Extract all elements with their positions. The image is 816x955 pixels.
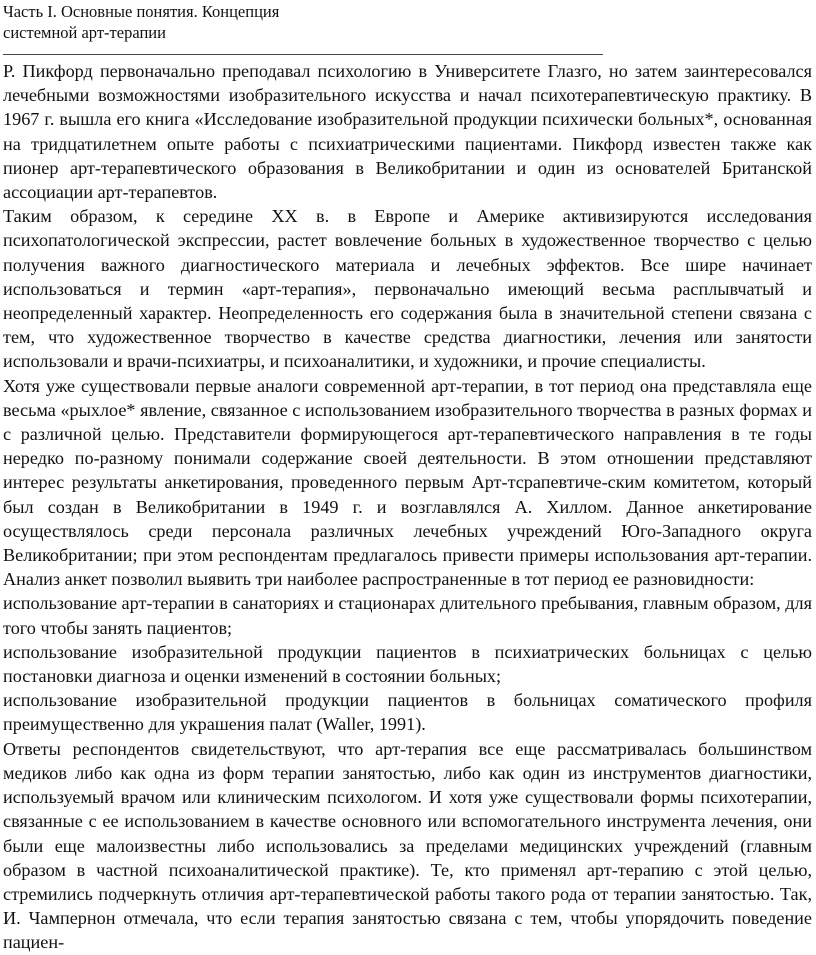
body-text — [3, 59, 812, 955]
list-item-sanatoria: использование арт-терапии в санаториях и стационарах длительного пребывания, главным образом, для того чтобы занять пациентов; — [3, 593, 812, 638]
document-page — [3, 0, 812, 955]
list-item-psychiatric: использование изобразительной продукции пациентов в психиатрических больницах с целью постановки диагноза и оценки изменений в состоянии больных; — [3, 641, 812, 687]
paragraph-survey: Хотя уже существовали первые аналоги современной арт-терапии, в тот период она представляла еще весьма «рыхлое* явление, связанное с использованием изобразительного творчества в разных формах и с различной целью. Представители формирующегося арт-терапевтического направления в те годы нередко по-разному понимали содержание своей деятельности. В этом отношении представляют интерес результаты анкетирования, проведенного первым Арт-тсрапевтиче-ским комитетом, который был создан в Великобритании в 1949 г. и возглавлялся А. Хиллом. Данное анкетирование осуществлялось среди персонала различных лечебных учреждений Юго-Западного округа Великобритании; при этом респондентам предлагалось привести примеры использования арт-терапии. Анализ анкет позволил выявить три наиболее распространенные в тот период ее разновидности: — [3, 375, 812, 590]
paragraph-pickford: Р. Пикфорд первоначально преподавал психологию в Университете Глазго, но затем заинтересовался лечебными возможностями изобразительного искусства и начал психотерапевтическую практику. В 1967 г. вышла его книга «Исследование изобразительной продукции психически больных*, основанная на тридцатилетнем опыте работы с психиатрическими пациентами. Пикфорд известен также как пионер арт-терапевтического образования в Великобритании и один из основателей Британской ассоциации арт-терапевтов. — [3, 61, 812, 203]
header-line-1: Часть I. Основные понятия. Концепция — [3, 2, 280, 21]
paragraph-responses: Ответы респондентов свидетельствуют, что арт-терапия все еще рассматривалась большинством медиков либо как одна из форм терапии занятостью, либо как один из инструментов диагностики, используемый врачом или клиническим психологом. И хотя уже существовали формы психотерапии, связанные с ее использованием в качестве основного или вспомогательного инструмента лечения, они были еще малоизвестны либо использовались за пределами медицинских учреждений (главным образом в частной психоаналитической практике). Те, кто применял арт-терапию с этой целью, стремились подчеркнуть отличия арт-терапевтической работы такого рода от терапии занятостью. Так, И. Чампернон отмечала, что если терапия занятостью связана с тем, чтобы упорядочить поведение пациен- — [3, 738, 812, 953]
header-line-2: системной арт-терапии — [3, 23, 166, 42]
header-divider — [3, 54, 603, 55]
list-item-somatic: использование изобразительной продукции пациентов в больницах соматического профиля преимущественно для украшения палат (Waller, 1991). — [3, 690, 812, 735]
paragraph-mid-century: Таким образом, к середине XX в. в Европе и Америке активизируются исследования психопатологической экспрессии, растет вовлечение больных в художественное творчество с целью получения важного диагностического материала и лечебных эффектов. Все шире начинает использоваться и термин «арт-терапия», первоначально имеющий весьма расплывчатый и неопределенный характер. Неопределенность его содержания была в значительной степени связана с тем, что художественное творчество в качестве средства диагностики, лечения или занятости использовали и врачи-психиатры, и психоаналитики, и художники, и прочие специалисты. — [3, 206, 812, 372]
running-header — [3, 1, 383, 43]
